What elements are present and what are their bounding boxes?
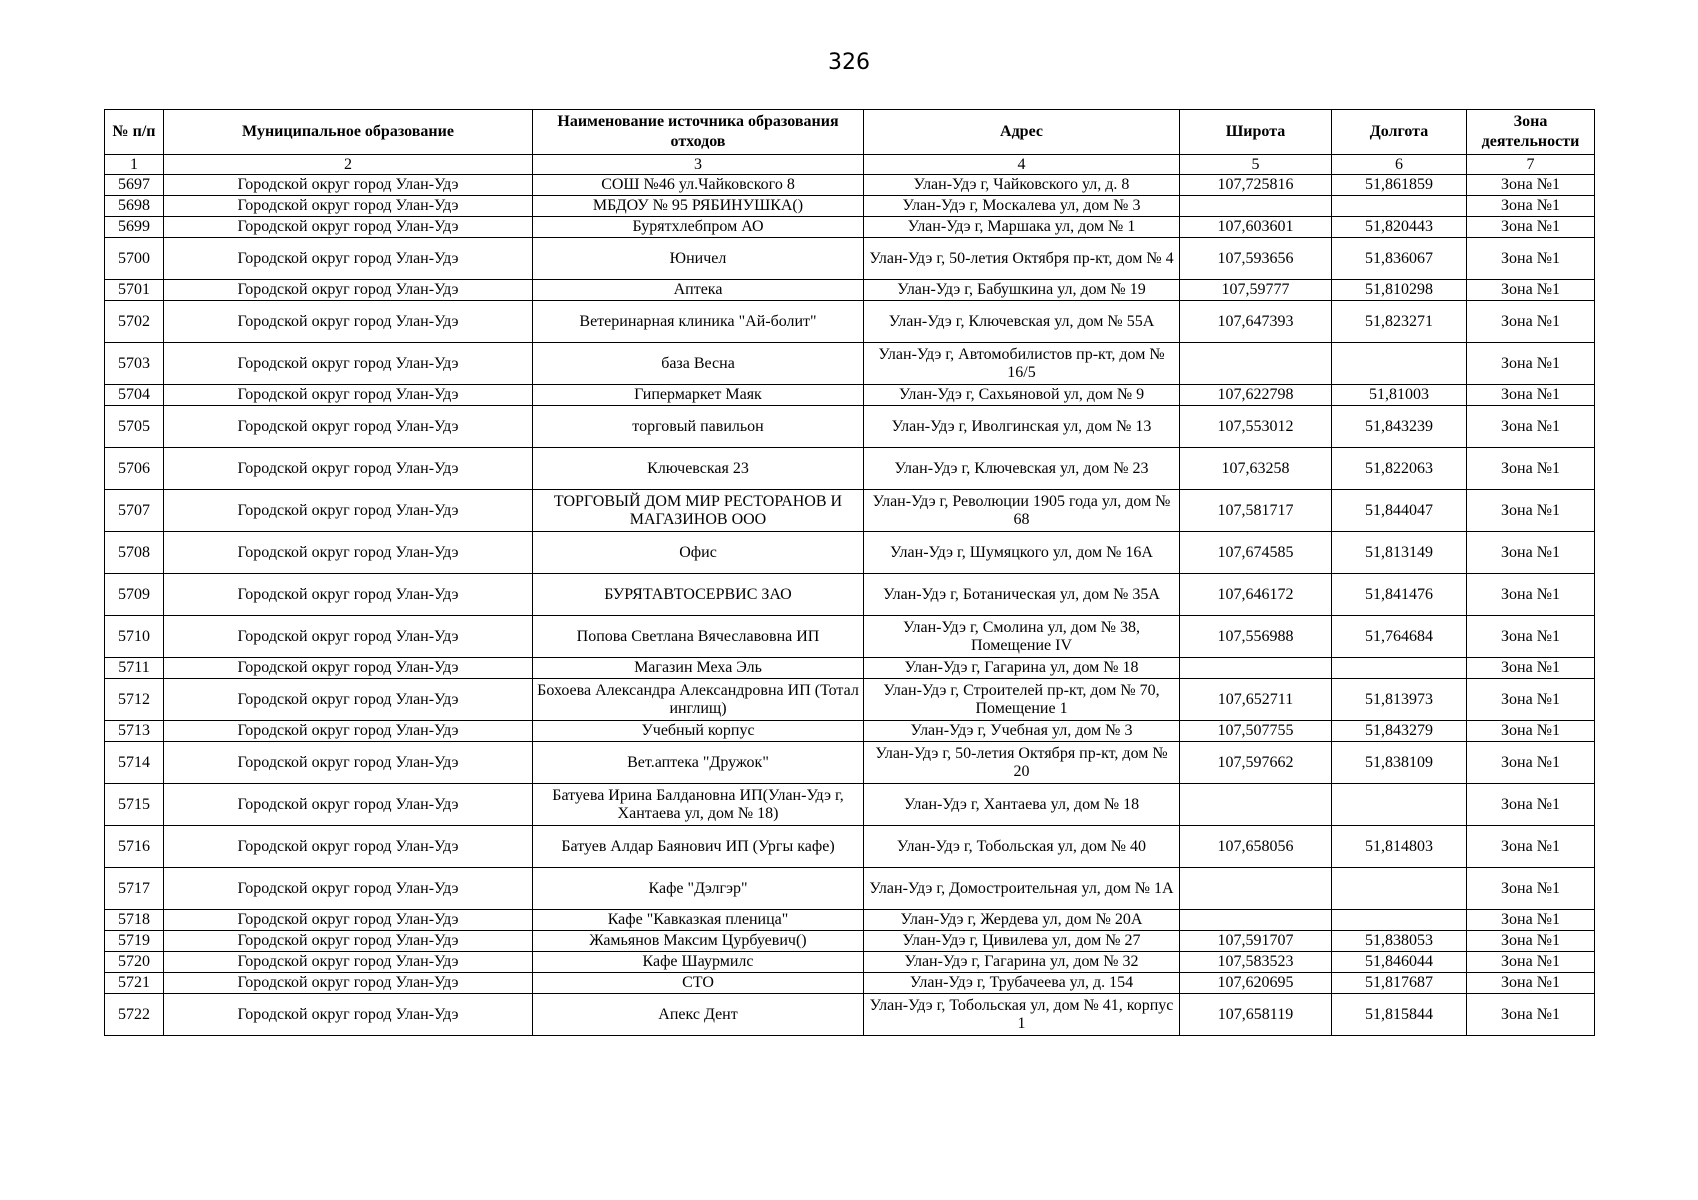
- table-row: [105, 217, 1595, 238]
- source-name-cell: Учебный корпус: [533, 721, 864, 742]
- longitude-cell: 51,815844: [1332, 994, 1467, 1036]
- column-number: 2: [164, 155, 533, 175]
- latitude-cell: 107,674585: [1180, 532, 1332, 574]
- source-name-cell: Гипермаркет Маяк: [533, 385, 864, 406]
- municipality-cell: Городской округ город Улан-Удэ: [164, 280, 533, 301]
- municipality-cell: Городской округ город Улан-Удэ: [164, 931, 533, 952]
- latitude-cell: [1180, 196, 1332, 217]
- municipality-cell: Городской округ город Улан-Удэ: [164, 448, 533, 490]
- zone-cell: Зона №1: [1467, 532, 1595, 574]
- municipality-cell: Городской округ город Улан-Удэ: [164, 196, 533, 217]
- municipality-cell: Городской округ город Улан-Удэ: [164, 175, 533, 196]
- table-row: [105, 658, 1595, 679]
- source-name-cell: ТОРГОВЫЙ ДОМ МИР РЕСТОРАНОВ И МАГАЗИНОВ ООО: [533, 490, 864, 532]
- source-name-cell: Ветеринарная клиника "Ай-болит": [533, 301, 864, 343]
- row-number-cell: 5708: [105, 532, 164, 574]
- source-name-cell: Магазин Меха Эль: [533, 658, 864, 679]
- latitude-cell: 107,647393: [1180, 301, 1332, 343]
- zone-cell: Зона №1: [1467, 910, 1595, 931]
- longitude-cell: 51,813973: [1332, 679, 1467, 721]
- source-name-cell: Кафе Шаурмилс: [533, 952, 864, 973]
- source-name-cell: Бурятхлебпром АО: [533, 217, 864, 238]
- table-row: [105, 343, 1595, 385]
- header-longitude: Долгота: [1332, 110, 1467, 155]
- row-number-cell: 5702: [105, 301, 164, 343]
- source-name-cell: БУРЯТАВТОСЕРВИС ЗАО: [533, 574, 864, 616]
- longitude-cell: 51,81003: [1332, 385, 1467, 406]
- municipality-cell: Городской округ город Улан-Удэ: [164, 301, 533, 343]
- table-row: [105, 910, 1595, 931]
- table-row: [105, 868, 1595, 910]
- column-number: 4: [864, 155, 1180, 175]
- source-name-cell: СТО: [533, 973, 864, 994]
- address-cell: Улан-Удэ г, Гагарина ул, дом № 18: [864, 658, 1180, 679]
- longitude-cell: 51,836067: [1332, 238, 1467, 280]
- zone-cell: Зона №1: [1467, 406, 1595, 448]
- zone-cell: Зона №1: [1467, 742, 1595, 784]
- zone-cell: Зона №1: [1467, 658, 1595, 679]
- address-cell: Улан-Удэ г, Сахьяновой ул, дом № 9: [864, 385, 1180, 406]
- zone-cell: Зона №1: [1467, 385, 1595, 406]
- address-cell: Улан-Удэ г, Шумяцкого ул, дом № 16А: [864, 532, 1180, 574]
- zone-cell: Зона №1: [1467, 784, 1595, 826]
- address-cell: Улан-Удэ г, Ботаническая ул, дом № 35А: [864, 574, 1180, 616]
- longitude-cell: [1332, 658, 1467, 679]
- municipality-cell: Городской округ город Улан-Удэ: [164, 343, 533, 385]
- zone-cell: Зона №1: [1467, 952, 1595, 973]
- address-cell: Улан-Удэ г, Смолина ул, дом № 38, Помещение IV: [864, 616, 1180, 658]
- source-name-cell: Бохоева Александра Александровна ИП (Тотал инглищ): [533, 679, 864, 721]
- row-number-cell: 5709: [105, 574, 164, 616]
- source-name-cell: торговый павильон: [533, 406, 864, 448]
- latitude-cell: 107,507755: [1180, 721, 1332, 742]
- table-row: [105, 784, 1595, 826]
- row-number-cell: 5697: [105, 175, 164, 196]
- municipality-cell: Городской округ город Улан-Удэ: [164, 742, 533, 784]
- address-cell: Улан-Удэ г, Тобольская ул, дом № 40: [864, 826, 1180, 868]
- zone-cell: Зона №1: [1467, 574, 1595, 616]
- longitude-cell: 51,838109: [1332, 742, 1467, 784]
- column-number-row: [105, 155, 1595, 175]
- latitude-cell: 107,658119: [1180, 994, 1332, 1036]
- zone-cell: Зона №1: [1467, 301, 1595, 343]
- row-number-cell: 5722: [105, 994, 164, 1036]
- source-name-cell: СОШ №46 ул.Чайковского 8: [533, 175, 864, 196]
- latitude-cell: 107,581717: [1180, 490, 1332, 532]
- latitude-cell: 107,622798: [1180, 385, 1332, 406]
- header-municipality: Муниципальное образование: [164, 110, 533, 155]
- source-name-cell: Вет.аптека "Дружок": [533, 742, 864, 784]
- table-row: [105, 742, 1595, 784]
- header-zone: Зона деятельности: [1467, 110, 1595, 155]
- zone-cell: Зона №1: [1467, 490, 1595, 532]
- zone-cell: Зона №1: [1467, 196, 1595, 217]
- column-number: 7: [1467, 155, 1595, 175]
- header-number: № п/п: [105, 110, 164, 155]
- zone-cell: Зона №1: [1467, 931, 1595, 952]
- latitude-cell: 107,603601: [1180, 217, 1332, 238]
- table-row: [105, 301, 1595, 343]
- municipality-cell: Городской округ город Улан-Удэ: [164, 721, 533, 742]
- address-cell: Улан-Удэ г, Ключевская ул, дом № 55А: [864, 301, 1180, 343]
- municipality-cell: Городской округ город Улан-Удэ: [164, 679, 533, 721]
- municipality-cell: Городской округ город Улан-Удэ: [164, 658, 533, 679]
- source-name-cell: Кафе "Кавказкая пленица": [533, 910, 864, 931]
- zone-cell: Зона №1: [1467, 994, 1595, 1036]
- page-number: 326: [828, 50, 870, 75]
- row-number-cell: 5705: [105, 406, 164, 448]
- column-number: 6: [1332, 155, 1467, 175]
- latitude-cell: 107,583523: [1180, 952, 1332, 973]
- longitude-cell: 51,817687: [1332, 973, 1467, 994]
- latitude-cell: [1180, 784, 1332, 826]
- municipality-cell: Городской округ город Улан-Удэ: [164, 406, 533, 448]
- zone-cell: Зона №1: [1467, 721, 1595, 742]
- longitude-cell: [1332, 196, 1467, 217]
- municipality-cell: Городской округ город Улан-Удэ: [164, 238, 533, 280]
- latitude-cell: 107,620695: [1180, 973, 1332, 994]
- longitude-cell: 51,861859: [1332, 175, 1467, 196]
- table-row: [105, 175, 1595, 196]
- zone-cell: Зона №1: [1467, 679, 1595, 721]
- address-cell: Улан-Удэ г, Иволгинская ул, дом № 13: [864, 406, 1180, 448]
- municipality-cell: Городской округ город Улан-Удэ: [164, 784, 533, 826]
- row-number-cell: 5719: [105, 931, 164, 952]
- header-latitude: Широта: [1180, 110, 1332, 155]
- source-name-cell: Офис: [533, 532, 864, 574]
- latitude-cell: [1180, 910, 1332, 931]
- latitude-cell: 107,597662: [1180, 742, 1332, 784]
- latitude-cell: 107,59777: [1180, 280, 1332, 301]
- municipality-cell: Городской округ город Улан-Удэ: [164, 532, 533, 574]
- zone-cell: Зона №1: [1467, 616, 1595, 658]
- longitude-cell: 51,822063: [1332, 448, 1467, 490]
- row-number-cell: 5713: [105, 721, 164, 742]
- zone-cell: Зона №1: [1467, 826, 1595, 868]
- row-number-cell: 5711: [105, 658, 164, 679]
- latitude-cell: 107,556988: [1180, 616, 1332, 658]
- column-number: 3: [533, 155, 864, 175]
- column-number: 1: [105, 155, 164, 175]
- address-cell: Улан-Удэ г, Цивилева ул, дом № 27: [864, 931, 1180, 952]
- table-row: [105, 952, 1595, 973]
- row-number-cell: 5699: [105, 217, 164, 238]
- row-number-cell: 5706: [105, 448, 164, 490]
- municipality-cell: Городской округ город Улан-Удэ: [164, 868, 533, 910]
- address-cell: Улан-Удэ г, Строителей пр-кт, дом № 70, Помещение 1: [864, 679, 1180, 721]
- longitude-cell: 51,814803: [1332, 826, 1467, 868]
- address-cell: Улан-Удэ г, Жердева ул, дом № 20А: [864, 910, 1180, 931]
- source-name-cell: Жамьянов Максим Цурбуевич(): [533, 931, 864, 952]
- municipality-cell: Городской округ город Улан-Удэ: [164, 574, 533, 616]
- waste-sources-table: [104, 109, 1595, 1036]
- latitude-cell: 107,593656: [1180, 238, 1332, 280]
- source-name-cell: Аптека: [533, 280, 864, 301]
- address-cell: Улан-Удэ г, Учебная ул, дом № 3: [864, 721, 1180, 742]
- table-body: [105, 175, 1595, 1036]
- row-number-cell: 5698: [105, 196, 164, 217]
- longitude-cell: 51,838053: [1332, 931, 1467, 952]
- source-name-cell: Попова Светлана Вячеславовна ИП: [533, 616, 864, 658]
- source-name-cell: Батуева Ирина Балдановна ИП(Улан-Удэ г, Хантаева ул, дом № 18): [533, 784, 864, 826]
- latitude-cell: 107,658056: [1180, 826, 1332, 868]
- address-cell: Улан-Удэ г, Автомобилистов пр-кт, дом № 16/5: [864, 343, 1180, 385]
- source-name-cell: Кафе "Дэлгэр": [533, 868, 864, 910]
- table-row: [105, 973, 1595, 994]
- longitude-cell: 51,846044: [1332, 952, 1467, 973]
- address-cell: Улан-Удэ г, Тобольская ул, дом № 41, корпус 1: [864, 994, 1180, 1036]
- source-name-cell: база Весна: [533, 343, 864, 385]
- table-row: [105, 721, 1595, 742]
- latitude-cell: [1180, 658, 1332, 679]
- latitude-cell: 107,652711: [1180, 679, 1332, 721]
- address-cell: Улан-Удэ г, Ключевская ул, дом № 23: [864, 448, 1180, 490]
- address-cell: Улан-Удэ г, 50-летия Октября пр-кт, дом № 4: [864, 238, 1180, 280]
- table-row: [105, 616, 1595, 658]
- table-row: [105, 448, 1595, 490]
- table-row: [105, 826, 1595, 868]
- municipality-cell: Городской округ город Улан-Удэ: [164, 490, 533, 532]
- source-name-cell: Ключевская 23: [533, 448, 864, 490]
- row-number-cell: 5717: [105, 868, 164, 910]
- zone-cell: Зона №1: [1467, 175, 1595, 196]
- municipality-cell: Городской округ город Улан-Удэ: [164, 952, 533, 973]
- longitude-cell: 51,843239: [1332, 406, 1467, 448]
- address-cell: Улан-Удэ г, 50-летия Октября пр-кт, дом № 20: [864, 742, 1180, 784]
- source-name-cell: Юничел: [533, 238, 864, 280]
- longitude-cell: 51,764684: [1332, 616, 1467, 658]
- latitude-cell: [1180, 343, 1332, 385]
- zone-cell: Зона №1: [1467, 973, 1595, 994]
- source-name-cell: МБДОУ № 95 РЯБИНУШКА(): [533, 196, 864, 217]
- column-number: 5: [1180, 155, 1332, 175]
- address-cell: Улан-Удэ г, Гагарина ул, дом № 32: [864, 952, 1180, 973]
- municipality-cell: Городской округ город Улан-Удэ: [164, 826, 533, 868]
- zone-cell: Зона №1: [1467, 217, 1595, 238]
- row-number-cell: 5710: [105, 616, 164, 658]
- longitude-cell: 51,820443: [1332, 217, 1467, 238]
- longitude-cell: 51,823271: [1332, 301, 1467, 343]
- row-number-cell: 5715: [105, 784, 164, 826]
- row-number-cell: 5707: [105, 490, 164, 532]
- address-cell: Улан-Удэ г, Революции 1905 года ул, дом № 68: [864, 490, 1180, 532]
- longitude-cell: 51,844047: [1332, 490, 1467, 532]
- row-number-cell: 5703: [105, 343, 164, 385]
- header-source-name: Наименование источника образования отходов: [533, 110, 864, 155]
- row-number-cell: 5721: [105, 973, 164, 994]
- address-cell: Улан-Удэ г, Хантаева ул, дом № 18: [864, 784, 1180, 826]
- table-row: [105, 280, 1595, 301]
- latitude-cell: 107,553012: [1180, 406, 1332, 448]
- table-row: [105, 490, 1595, 532]
- municipality-cell: Городской округ город Улан-Удэ: [164, 616, 533, 658]
- row-number-cell: 5720: [105, 952, 164, 973]
- zone-cell: Зона №1: [1467, 280, 1595, 301]
- zone-cell: Зона №1: [1467, 343, 1595, 385]
- row-number-cell: 5718: [105, 910, 164, 931]
- table-row: [105, 196, 1595, 217]
- table-row: [105, 406, 1595, 448]
- table-row: [105, 238, 1595, 280]
- latitude-cell: [1180, 868, 1332, 910]
- row-number-cell: 5704: [105, 385, 164, 406]
- longitude-cell: 51,813149: [1332, 532, 1467, 574]
- municipality-cell: Городской округ город Улан-Удэ: [164, 994, 533, 1036]
- latitude-cell: 107,646172: [1180, 574, 1332, 616]
- row-number-cell: 5712: [105, 679, 164, 721]
- table-row: [105, 532, 1595, 574]
- address-cell: Улан-Удэ г, Чайковского ул, д. 8: [864, 175, 1180, 196]
- longitude-cell: [1332, 910, 1467, 931]
- row-number-cell: 5714: [105, 742, 164, 784]
- longitude-cell: [1332, 868, 1467, 910]
- table-row: [105, 994, 1595, 1036]
- table-row: [105, 679, 1595, 721]
- longitude-cell: 51,841476: [1332, 574, 1467, 616]
- longitude-cell: [1332, 784, 1467, 826]
- longitude-cell: 51,810298: [1332, 280, 1467, 301]
- longitude-cell: [1332, 343, 1467, 385]
- municipality-cell: Городской округ город Улан-Удэ: [164, 217, 533, 238]
- address-cell: Улан-Удэ г, Москалева ул, дом № 3: [864, 196, 1180, 217]
- table-row: [105, 385, 1595, 406]
- municipality-cell: Городской округ город Улан-Удэ: [164, 973, 533, 994]
- zone-cell: Зона №1: [1467, 868, 1595, 910]
- table-row: [105, 931, 1595, 952]
- zone-cell: Зона №1: [1467, 448, 1595, 490]
- longitude-cell: 51,843279: [1332, 721, 1467, 742]
- row-number-cell: 5701: [105, 280, 164, 301]
- address-cell: Улан-Удэ г, Бабушкина ул, дом № 19: [864, 280, 1180, 301]
- latitude-cell: 107,591707: [1180, 931, 1332, 952]
- municipality-cell: Городской округ город Улан-Удэ: [164, 385, 533, 406]
- address-cell: Улан-Удэ г, Маршака ул, дом № 1: [864, 217, 1180, 238]
- source-name-cell: Апекс Дент: [533, 994, 864, 1036]
- source-name-cell: Батуев Алдар Баянович ИП (Ургы кафе): [533, 826, 864, 868]
- header-address: Адрес: [864, 110, 1180, 155]
- latitude-cell: 107,63258: [1180, 448, 1332, 490]
- table-row: [105, 574, 1595, 616]
- row-number-cell: 5700: [105, 238, 164, 280]
- latitude-cell: 107,725816: [1180, 175, 1332, 196]
- address-cell: Улан-Удэ г, Трубачеева ул, д. 154: [864, 973, 1180, 994]
- address-cell: Улан-Удэ г, Домостроительная ул, дом № 1А: [864, 868, 1180, 910]
- header-row: [105, 110, 1595, 155]
- municipality-cell: Городской округ город Улан-Удэ: [164, 910, 533, 931]
- row-number-cell: 5716: [105, 826, 164, 868]
- zone-cell: Зона №1: [1467, 238, 1595, 280]
